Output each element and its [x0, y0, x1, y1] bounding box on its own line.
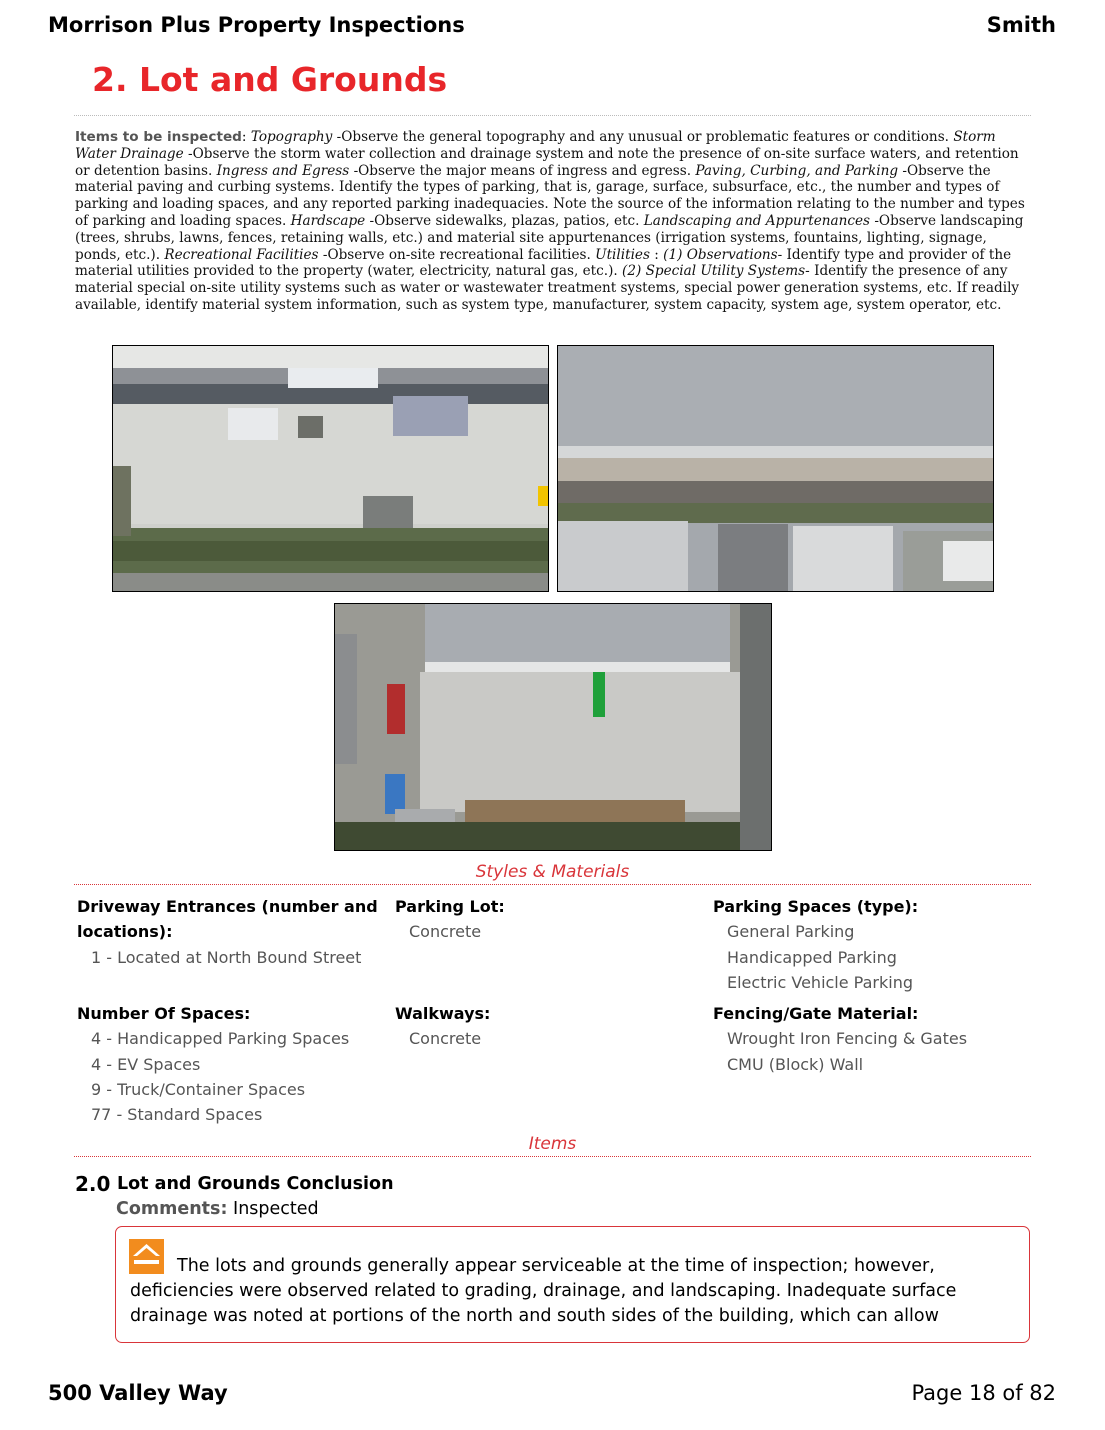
driveway-entrances-field: [77, 894, 387, 970]
field-value: General Parking: [727, 922, 855, 942]
intro-lead: Items to be inspected: [75, 129, 242, 145]
intro-text: -Observe sidewalks, plazas, patios, etc.: [365, 212, 644, 229]
field-value: CMU (Block) Wall: [727, 1054, 864, 1074]
aerial-photo-roof-rear[interactable]: [557, 345, 994, 592]
term-special-utility: (2) Special Utility Systems: [622, 263, 806, 280]
styles-divider: [74, 884, 1031, 885]
item-title: Lot and Grounds Conclusion: [117, 1174, 394, 1194]
intro-text: - Identify type and provider of the material utilities provided to the property (water, electricity, natural gas, etc.).: [75, 246, 1012, 280]
field-label: Fencing/Gate Material:: [713, 1004, 919, 1023]
comments-label: Comments:: [116, 1199, 228, 1219]
field-label: Parking Lot:: [395, 897, 505, 916]
title-divider: [74, 115, 1031, 116]
comment-box: [115, 1226, 1030, 1343]
field-value: 9 - Truck/Container Spaces: [91, 1079, 306, 1099]
field-value: Electric Vehicle Parking: [727, 972, 913, 992]
intro-text: :: [649, 246, 664, 263]
items-divider: [74, 1156, 1031, 1157]
field-value: 4 - EV Spaces: [91, 1054, 201, 1074]
item-number: 2.0: [75, 1172, 111, 1196]
parking-lot-field: [395, 894, 705, 945]
items-heading: Items: [528, 1134, 577, 1154]
footer-address: 500 Valley Way: [48, 1381, 228, 1405]
term-storm-water: Storm Water Drainage: [75, 129, 996, 162]
parking-spaces-field: [713, 894, 1023, 995]
section-title: 2. Lot and Grounds: [92, 60, 448, 99]
intro-text: -Observe the general topography and any unusual or problematic features or conditions.: [332, 129, 954, 145]
term-utilities: Utilities: [595, 246, 650, 263]
term-observations: (1) Observations: [663, 246, 778, 263]
term-ingress: Ingress and Egress: [216, 162, 350, 179]
intro-text: -Observe the storm water collection and drainage system and note the presence of on-site surface waters, and retention or detention basins.: [75, 145, 1019, 179]
fencing-gate-field: [713, 1001, 1023, 1077]
field-value: Concrete: [409, 1029, 482, 1049]
comment-body: The lots and grounds generally appear serviceable at the time of inspection; however, deficiencies were observed related to grading, drainage, and landscaping. Inadequate surface drainage was noted at portions of the north and south sides of the building, which can allow: [130, 1256, 957, 1326]
term-topography: Topography: [250, 129, 333, 145]
styles-materials-heading: Styles & Materials: [475, 862, 630, 882]
field-value: Handicapped Parking: [727, 947, 897, 967]
inspection-scope-text: Items to be inspected: Topography -Observe the general topography and any unusual or problematic features or conditions. Storm Water Drainage -Observe the storm water collection and drainage system and note the presence of on-site surface waters, and retention or detention basins. Ingress and Egress -Observe the major means of ingress and egress. Paving, Curbing, and Parking -Observe the material paving and curbing systems. Identify the types of parking, that is, garage, surface, subsurface, etc., the number and types of parking and loading spaces, and any reported parking inadequacies. Note the source of the information relating to the number and types of parking and loading spaces. Hardscape -Observe sidewalks, plazas, patios, etc. Landscaping and Appurtenances -Observe landscaping (trees, shrubs, lawns, fences, retaining walls, etc.) and material site appurtenances (irrigation systems, fountains, lighting, signage, ponds, etc.). Recreational Facilities -Observe on-site recreational facilities. Utilities : (1) Observations- Identify type and provider of the material utilities provided to the property (water, electricity, natural gas, etc.). (2) Special Utility Systems- Identify the presence of any material special on-site utility systems such as water or wastewater treatment systems, special power generation systems, etc. If readily available, identify material system information, such as system type, manufacturer, system capacity, system age, system operator, etc.: [75, 129, 1025, 313]
footer-page-number: Page 18 of 82: [911, 1381, 1056, 1405]
comments-value: Inspected: [233, 1199, 319, 1219]
intro-text: -Observe landscaping (trees, shrubs, lawns, fences, retaining walls, etc.) and material site appurtenances (irrigation systems, fountains, lighting, signage, ponds, etc.).: [75, 212, 1024, 263]
field-label: Walkways:: [395, 1004, 491, 1023]
term-landscaping: Landscaping and Appurtenances: [643, 212, 871, 229]
intro-text: - Identify the presence of any material special on-site utility systems such as water or wastewater treatment systems, special power generation systems, etc. If readily available, identify material system information, such as system type, manufacturer, system capacity, system age, system operator, etc.: [75, 263, 1020, 313]
field-label: Driveway Entrances (number and locations):: [77, 897, 378, 942]
item-comments: [116, 1199, 319, 1219]
header-company: Morrison Plus Property Inspections: [48, 13, 465, 37]
term-recreational: Recreational Facilities: [164, 246, 319, 263]
walkways-field: [395, 1001, 705, 1052]
header-client: Smith: [986, 13, 1056, 37]
intro-text: -Observe on-site recreational facilities.: [318, 246, 596, 263]
term-hardscape: Hardscape: [290, 212, 366, 229]
field-value: 77 - Standard Spaces: [91, 1105, 263, 1125]
aerial-photo-front-parking[interactable]: [112, 345, 549, 592]
term-paving: Paving, Curbing, and Parking: [695, 162, 899, 179]
field-label: Parking Spaces (type):: [713, 897, 919, 916]
comment-text: [130, 1254, 1010, 1329]
field-value: Concrete: [409, 922, 482, 942]
intro-text: -Observe the major means of ingress and egress.: [349, 162, 696, 179]
intro-text: -Observe the material paving and curbing systems. Identify the types of parking, that is, garage, surface, subsurface, etc., the number and types of parking and loading spaces, and any reported parking inadequacies. Note the source of the information relating to the number and types of parking and loading spaces.: [75, 162, 1025, 229]
field-value: Wrought Iron Fencing & Gates: [727, 1029, 968, 1049]
field-value: 1 - Located at North Bound Street: [91, 947, 362, 967]
field-label: Number Of Spaces:: [77, 1004, 251, 1023]
aerial-photo-truck-court[interactable]: [334, 603, 772, 851]
number-of-spaces-field: [77, 1001, 387, 1127]
field-value: 4 - Handicapped Parking Spaces: [91, 1029, 350, 1049]
